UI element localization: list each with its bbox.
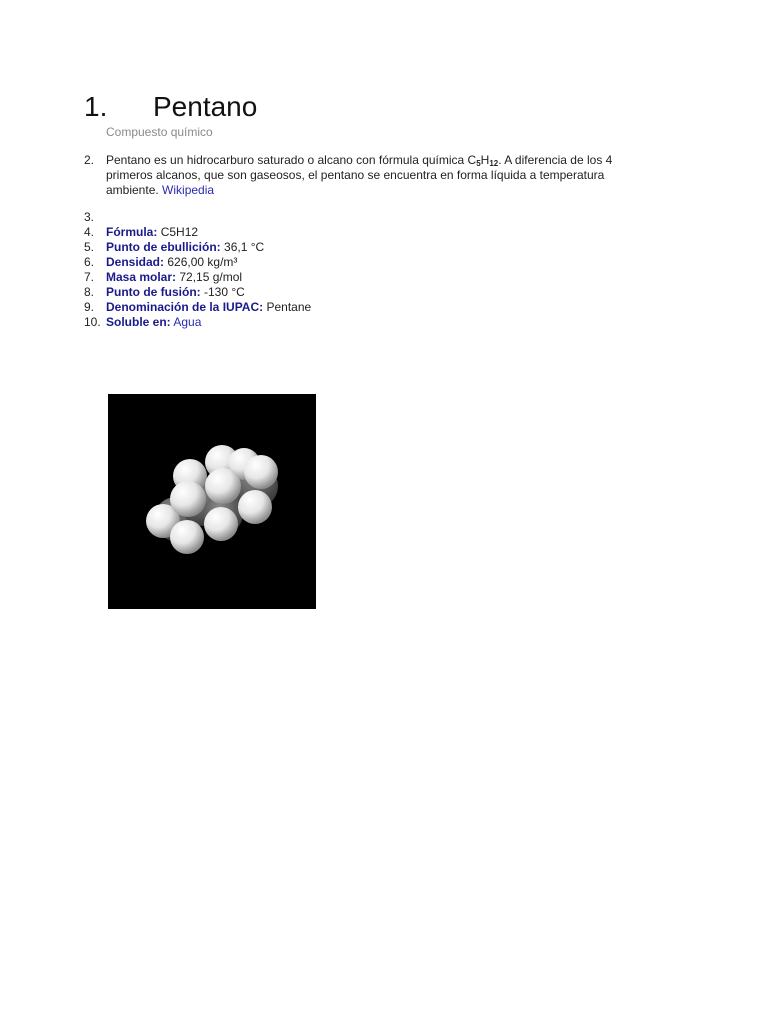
list-number: 6. [84, 255, 95, 269]
property-label: Punto de ebullición: [106, 240, 221, 254]
property-label: Fórmula: [106, 225, 158, 239]
list-number: 5. [84, 240, 95, 254]
formula-h: H [480, 153, 490, 167]
page-title [84, 90, 257, 124]
formula-subscript: 12 [489, 159, 499, 168]
agua-link[interactable]: Agua [173, 315, 202, 329]
property-label: Densidad: [106, 255, 165, 269]
title-number: 1. [84, 91, 108, 122]
wikipedia-link[interactable]: Wikipedia [162, 183, 215, 197]
list-number: 7. [84, 270, 95, 284]
formula-subscript: 5 [476, 159, 481, 168]
description-text [106, 153, 646, 198]
property-value: -130 °C [204, 285, 245, 299]
list-number: 10. [84, 315, 101, 329]
property-label: Soluble en: [106, 315, 171, 329]
title-text: Pentano [153, 91, 258, 122]
description-text-part: Pentano es un hidrocarburo saturado o alcano con fórmula química C [106, 153, 477, 167]
list-number: 4. [84, 225, 95, 239]
property-label: Denominación de la IUPAC: [106, 300, 264, 314]
list-number: 9. [84, 300, 95, 314]
property-value: Pentane [266, 300, 312, 314]
property-label: Punto de fusión: [106, 285, 201, 299]
molecule-image [108, 394, 316, 609]
pentane-space-filling-model-icon [108, 394, 316, 609]
property-value: 626,00 kg/m³ [167, 255, 238, 269]
list-number: 8. [84, 285, 95, 299]
list-number: 3. [84, 210, 95, 224]
description-text-part: . A diferencia de los 4 primeros alcanos, que son gaseosos, el pentano se encuentra en forma líquida a temperatura ambiente. [106, 153, 613, 197]
subtitle: Compuesto químico [106, 125, 213, 139]
property-value: 36,1 °C [224, 240, 265, 254]
hydrogen-atoms [146, 445, 278, 554]
property-value: 72,15 g/mol [179, 270, 243, 284]
property-label: Masa molar: [106, 270, 177, 284]
list-number: 2. [84, 153, 95, 167]
property-value: C5H12 [160, 225, 199, 239]
